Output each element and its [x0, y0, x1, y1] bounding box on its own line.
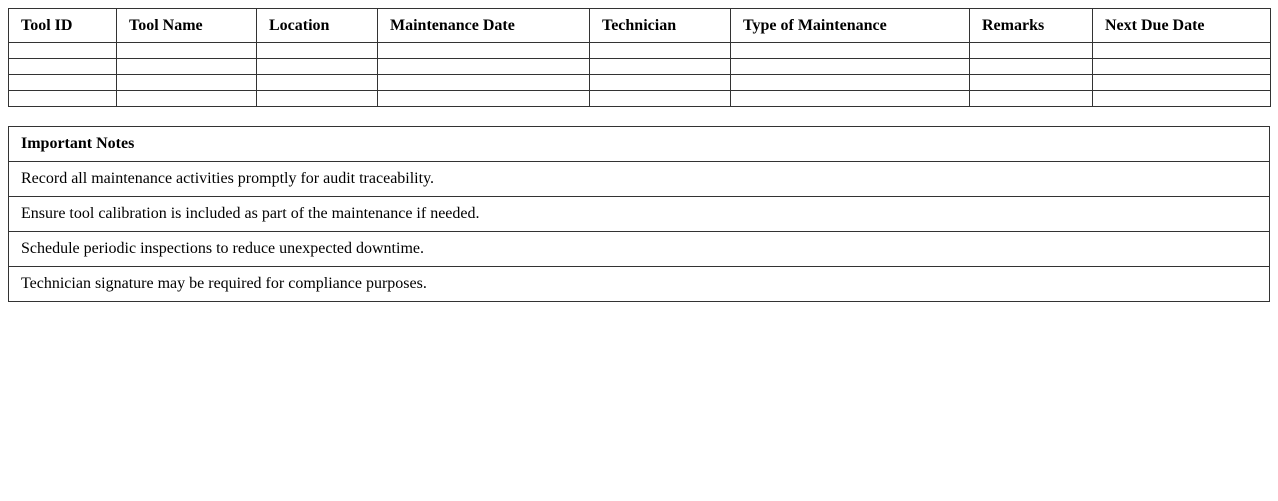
column-header-remarks: Remarks [970, 9, 1093, 43]
column-header-location: Location [257, 9, 378, 43]
table-cell[interactable] [9, 91, 117, 107]
column-header-maintenance-date: Maintenance Date [378, 9, 590, 43]
list-item [9, 232, 1270, 267]
table-cell[interactable] [257, 75, 378, 91]
note-text: Ensure tool calibration is included as part of the maintenance if needed. [9, 197, 1270, 232]
table-cell[interactable] [970, 43, 1093, 59]
notes-heading-row [9, 127, 1270, 162]
table-cell[interactable] [731, 43, 970, 59]
maintenance-log-table [8, 8, 1271, 107]
table-cell[interactable] [590, 59, 731, 75]
table-cell[interactable] [378, 43, 590, 59]
table-row [9, 43, 1271, 59]
table-cell[interactable] [378, 91, 590, 107]
table-cell[interactable] [257, 91, 378, 107]
table-cell[interactable] [970, 91, 1093, 107]
column-header-tool-name: Tool Name [117, 9, 257, 43]
table-cell[interactable] [731, 75, 970, 91]
table-cell[interactable] [378, 75, 590, 91]
list-item [9, 162, 1270, 197]
notes-heading: Important Notes [9, 127, 1270, 162]
table-cell[interactable] [970, 59, 1093, 75]
list-item [9, 197, 1270, 232]
important-notes-table [8, 126, 1270, 302]
table-cell[interactable] [117, 75, 257, 91]
column-header-next-due-date: Next Due Date [1093, 9, 1271, 43]
table-cell[interactable] [9, 43, 117, 59]
table-cell[interactable] [1093, 59, 1271, 75]
table-cell[interactable] [117, 59, 257, 75]
note-text: Record all maintenance activities promptly for audit traceability. [9, 162, 1270, 197]
table-cell[interactable] [590, 91, 731, 107]
table-cell[interactable] [590, 75, 731, 91]
table-row [9, 59, 1271, 75]
table-cell[interactable] [1093, 43, 1271, 59]
note-text: Schedule periodic inspections to reduce unexpected downtime. [9, 232, 1270, 267]
list-item [9, 267, 1270, 302]
note-text: Technician signature may be required for compliance purposes. [9, 267, 1270, 302]
table-row [9, 91, 1271, 107]
table-cell[interactable] [731, 59, 970, 75]
table-cell[interactable] [117, 43, 257, 59]
table-cell[interactable] [257, 59, 378, 75]
table-cell[interactable] [9, 75, 117, 91]
table-header-row [9, 9, 1271, 43]
table-cell[interactable] [9, 59, 117, 75]
table-cell[interactable] [117, 91, 257, 107]
column-header-type-of-maintenance: Type of Maintenance [731, 9, 970, 43]
table-cell[interactable] [378, 59, 590, 75]
table-cell[interactable] [731, 91, 970, 107]
page-content [8, 8, 1270, 302]
column-header-technician: Technician [590, 9, 731, 43]
table-cell[interactable] [970, 75, 1093, 91]
table-cell[interactable] [1093, 75, 1271, 91]
table-cell[interactable] [257, 43, 378, 59]
column-header-tool-id: Tool ID [9, 9, 117, 43]
table-cell[interactable] [1093, 91, 1271, 107]
table-row [9, 75, 1271, 91]
table-cell[interactable] [590, 43, 731, 59]
